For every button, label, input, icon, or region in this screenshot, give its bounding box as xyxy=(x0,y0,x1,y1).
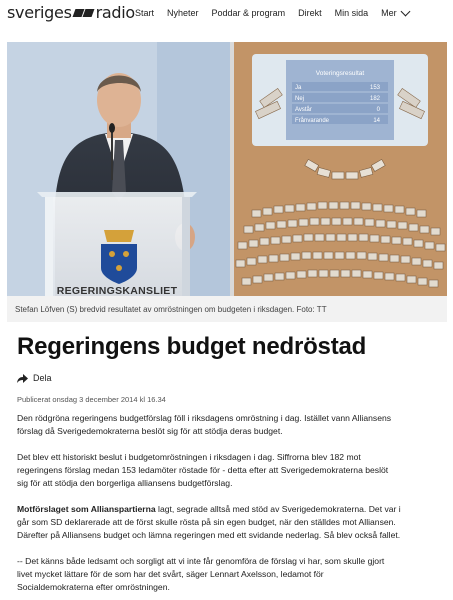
board-label-ja: Ja xyxy=(295,85,302,91)
nav-start[interactable]: Start xyxy=(135,8,155,18)
photo-parliament-vote-board xyxy=(234,42,447,296)
logo-text-left: sveriges xyxy=(7,3,72,22)
logo-text-right: radio xyxy=(95,3,135,22)
image-caption: Stefan Löfven (S) bredvid resultatet av omröstningen om budgeten i riksdagen. Foto: TT xyxy=(7,296,447,322)
board-title: Voteringsresultat xyxy=(315,70,365,77)
paragraph-lead-bold: Motförslaget som Allianspartierna xyxy=(17,504,156,514)
nav-more-label: Mer xyxy=(381,8,397,18)
site-header xyxy=(0,0,453,30)
board-value-nej: 182 xyxy=(369,96,380,102)
podium-label: REGERINGSKANSLIET xyxy=(56,285,178,296)
board-value-ja: 153 xyxy=(369,85,380,91)
photo-speaker-at-podium xyxy=(7,42,230,296)
article-paragraph-3: Motförslaget som Allianspartierna lagt, segrade alltså med stöd av Sverigedemokraterna. Det var i går som SD deklarerade att de först skulle rösta på sin egen budget, när den ställdes mot Alliansen. Därefter på Alliansens budget och lämna regeringen med ett svidande nederlag. Så blev också fallet. xyxy=(17,504,401,540)
article-headline: Regeringens budget nedröstad xyxy=(17,333,367,360)
nav-nyheter[interactable]: Nyheter xyxy=(167,8,199,18)
board-label-nej: Nej xyxy=(295,96,305,102)
article-image xyxy=(7,42,447,296)
coat-of-arms-icon xyxy=(101,230,137,284)
sveriges-radio-logo[interactable] xyxy=(7,3,135,22)
board-label-franvarande: Frånvarande xyxy=(295,118,330,124)
speaker-illustration xyxy=(7,42,230,296)
published-date: Publicerat onsdag 3 december 2014 kl 16.34 xyxy=(17,395,166,404)
nav-direkt[interactable]: Direkt xyxy=(298,8,322,18)
share-button[interactable] xyxy=(17,373,52,383)
board-label-avstar: Avstår xyxy=(295,107,312,113)
share-arrow-icon xyxy=(17,374,28,383)
board-value-franvarande: 14 xyxy=(373,118,380,124)
board-value-avstar: 0 xyxy=(376,107,380,113)
article-paragraph-4: -- Det känns både ledsamt och sorgligt att vi inte får genomföra de förslag vi har, som skulle gjort livet mycket lättare för de som har det svårt, säger Lennart Axelsson, ledamot för Socialdemokraterna efter omröstningen. xyxy=(17,556,385,592)
parliament-illustration xyxy=(234,42,447,296)
article-paragraph-2: Det blev ett historiskt beslut i budgetomröstningen i riksdagen i dag. Siffrorna blev 182 mot regeringens förslag medan 153 ledamöter röstade för - detta efter att Sverigedemokraterna beslöt sig för att stödja den borgerliga alliansens budgetförslag. xyxy=(17,452,389,488)
nav-poddar-program[interactable]: Poddar & program xyxy=(211,8,286,18)
nav-more-button[interactable] xyxy=(381,8,409,18)
article-paragraph-1: Den rödgröna regeringens budgetförslag föll i riksdagens omröstning i dag. Istället vann Alliansens förslag då Sverigedemokraterna beslöt sig för att stödja deras budget. xyxy=(17,413,392,436)
logo-mark-icon xyxy=(73,7,95,19)
main-nav xyxy=(135,8,422,18)
chevron-down-icon xyxy=(400,6,410,16)
share-label: Dela xyxy=(33,373,52,383)
nav-min-sida[interactable]: Min sida xyxy=(334,8,369,18)
